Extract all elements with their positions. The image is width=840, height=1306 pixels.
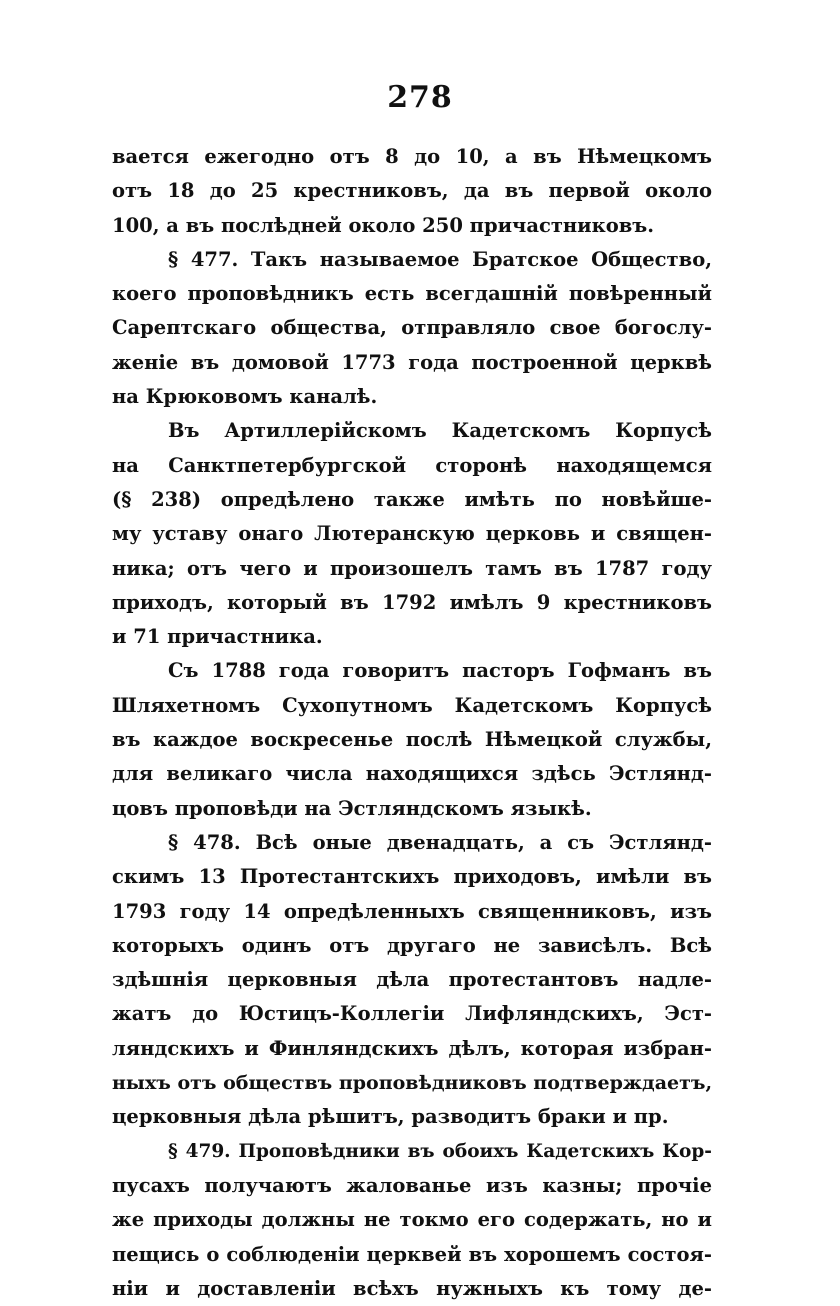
text-line: пусахъ получаютъ жалованье изъ казны; прочіе bbox=[112, 1173, 712, 1197]
text-line: ляндскихъ и Финляндскихъ дѣлъ, которая избран- bbox=[112, 1036, 712, 1060]
text-line: пещись о соблюденіи церквей въ хорошемъ состоя- bbox=[112, 1242, 712, 1266]
text-line: которыхъ одинъ отъ другаго не зависѣлъ. Всѣ bbox=[112, 933, 712, 957]
text-line: здѣшнія церковныя дѣла протестантовъ надле- bbox=[112, 968, 712, 992]
text-line: (§ 238) опредѣлено также имѣть по новѣйше- bbox=[112, 487, 712, 511]
text-line: му уставу онаго Лютеранскую церковь и священ- bbox=[112, 522, 712, 546]
page-number: 278 bbox=[387, 80, 453, 115]
text-line: на Санктпетербургской сторонѣ находящемся bbox=[112, 453, 712, 477]
text-line: § 478. Всѣ оные двенадцать, а съ Эстлянд- bbox=[168, 830, 712, 854]
text-line: для великаго числа находящихся здѣсь Эстлянд- bbox=[112, 762, 712, 786]
text-line: Сарептскаго общества, отправляло свое богослу- bbox=[112, 316, 712, 340]
text-line: приходъ, который въ 1792 имѣлъ 9 крестниковъ bbox=[112, 590, 712, 614]
text-line: коего проповѣдникъ есть всегдашній повѣренный bbox=[112, 282, 712, 306]
page-text bbox=[112, 140, 712, 1306]
text-line: на Крюковомъ каналѣ. bbox=[112, 385, 378, 409]
text-line: въ каждое воскресенье послѣ Нѣмецкой службы, bbox=[112, 728, 712, 752]
text-line: женіе въ домовой 1773 года построенной церквѣ bbox=[112, 350, 712, 374]
text-line: 100, а въ послѣдней около 250 причастниковъ. bbox=[112, 213, 655, 237]
text-line: Съ 1788 года говоритъ пасторъ Гофманъ въ bbox=[168, 659, 712, 683]
text-line: § 477. Такъ называемое Братское Общество, bbox=[168, 247, 712, 271]
text-line: скимъ 13 Протестантскихъ приходовъ, имѣли въ bbox=[112, 865, 712, 889]
text-line: цовъ проповѣди на Эстляндскомъ языкѣ. bbox=[112, 796, 592, 820]
text-line: ніи и доставленіи всѣхъ нужныхъ къ тому де- bbox=[112, 1276, 712, 1300]
text-line: жатъ до Юстицъ-Коллегіи Лифляндскихъ, Эст- bbox=[112, 1002, 712, 1026]
text-line: ника; отъ чего и произошелъ тамъ въ 1787 году bbox=[112, 556, 712, 580]
text-line: Шляхетномъ Сухопутномъ Кадетскомъ Корпусѣ bbox=[112, 693, 712, 717]
text-line: вается ежегодно отъ 8 до 10, а въ Нѣмецкомъ bbox=[112, 145, 712, 168]
text-line: же приходы должны не токмо его содержать, но и bbox=[112, 1208, 712, 1232]
text-line: и 71 причастника. bbox=[112, 625, 323, 649]
text-line: церковныя дѣла рѣшитъ, разводитъ браки и пр. bbox=[112, 1105, 669, 1129]
text-line: отъ 18 до 25 крестниковъ, да въ первой около bbox=[112, 179, 712, 203]
text-line: ныхъ отъ обществъ проповѣдниковъ подтверждаетъ, bbox=[112, 1072, 713, 1095]
text-line: § 479. Проповѣдники въ обоихъ Кадетскихъ Кор- bbox=[168, 1140, 712, 1162]
text-line: Въ Артиллерійскомъ Кадетскомъ Корпусѣ bbox=[168, 419, 712, 443]
text-line: 1793 году 14 опредѣленныхъ священниковъ, изъ bbox=[112, 899, 712, 923]
